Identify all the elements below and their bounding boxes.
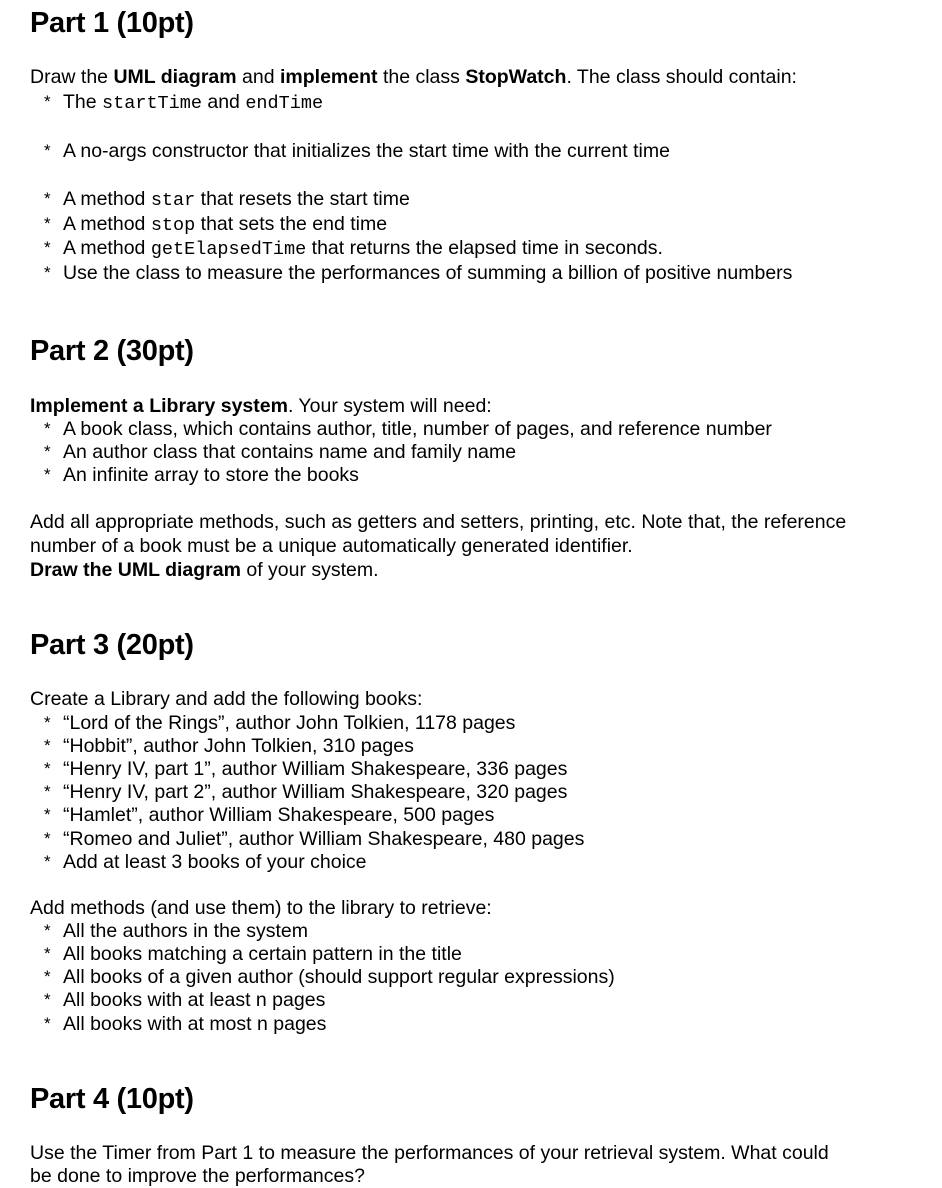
part1-bullet-2 (44, 139, 670, 163)
part3-book-3 (44, 757, 567, 781)
part3-method-3 (44, 965, 615, 989)
bullet-star: * (44, 263, 51, 282)
part3-book-2 (44, 734, 414, 758)
part3-method-2 (44, 942, 462, 966)
part2-p3-b: of your system. (240, 559, 379, 581)
part1-intro-c: and (236, 66, 280, 88)
part1-intro-d: implement (280, 66, 378, 88)
part3-book-4 (44, 780, 567, 804)
part1-bullet-4 (44, 212, 387, 238)
part1-bullet-6 (44, 261, 792, 285)
part2-bullet-text: An infinite array to store the books (63, 464, 359, 486)
part3-book-6 (44, 827, 584, 851)
bullet-star: * (44, 238, 51, 257)
bullet-star: * (44, 782, 51, 801)
part2-paragraph-line-2: number of a book must be a unique automatically generated identifier. (30, 535, 633, 557)
part2-p3-a: Draw the UML diagram (30, 559, 241, 581)
book-text: “Lord of the Rings”, author John Tolkien, 1178 pages (63, 712, 516, 734)
part2-intro (30, 394, 492, 418)
part1-b5-code: getElapsedTime (150, 239, 307, 260)
bullet-star: * (44, 141, 51, 160)
part1-intro (30, 65, 797, 89)
part2-intro-b: . Your system will need: (287, 395, 492, 417)
part2-bullet-text: An author class that contains name and family name (63, 441, 517, 463)
part1-intro-a: Draw the (30, 66, 114, 88)
part3-method-1 (44, 919, 308, 943)
part1-b6-text: Use the class to measure the performances of summing a billion of positive numbers (63, 262, 793, 284)
part2-bullet-2 (44, 440, 516, 464)
part1-b4-b: that sets the end time (195, 213, 388, 235)
part1-bullet-3 (44, 187, 410, 213)
part1-b4-a: A method (63, 213, 151, 235)
method-text: All books with at most n pages (63, 1013, 327, 1035)
part1-b1-b: and (201, 91, 246, 113)
part1-b1-code1: startTime (102, 93, 202, 114)
method-text: All the authors in the system (63, 920, 308, 942)
part1-heading: Part 1 (10pt) (30, 7, 194, 39)
part1-b3-b: that resets the start time (195, 188, 410, 210)
part3-book-7 (44, 850, 367, 874)
bullet-star: * (44, 189, 51, 208)
bullet-star: * (44, 829, 51, 848)
part1-bullet-1 (44, 90, 323, 116)
part3-methods-intro: Add methods (and use them) to the library to retrieve: (30, 897, 492, 919)
part1-b2-text: A no-args constructor that initializes the start time with the current time (63, 140, 670, 162)
part4-paragraph-line-1: Use the Timer from Part 1 to measure the performances of your retrieval system. What could (30, 1142, 829, 1164)
part1-b1-a: The (63, 91, 103, 113)
book-text: “Hobbit”, author John Tolkien, 310 pages (63, 735, 414, 757)
part2-heading: Part 2 (30pt) (30, 335, 194, 367)
part2-bullet-3 (44, 463, 359, 487)
part4-paragraph-line-2: be done to improve the performances? (30, 1165, 365, 1187)
part1-b4-code: stop (150, 215, 196, 236)
book-text: “Romeo and Juliet”, author William Shakespeare, 480 pages (63, 828, 585, 850)
part1-intro-b: UML diagram (113, 66, 237, 88)
book-text: “Hamlet”, author William Shakespeare, 500 pages (63, 804, 495, 826)
bullet-star: * (44, 944, 51, 963)
part4-heading: Part 4 (10pt) (30, 1083, 194, 1115)
part3-method-4 (44, 988, 325, 1012)
part1-b5-b: that returns the elapsed time in seconds. (306, 237, 663, 259)
bullet-star: * (44, 442, 51, 461)
part1-intro-g: . The class should contain: (566, 66, 797, 88)
bullet-star: * (44, 805, 51, 824)
part2-uml-line (30, 558, 379, 582)
part1-intro-e: the class (377, 66, 466, 88)
method-text: All books with at least n pages (63, 989, 326, 1011)
part3-method-5 (44, 1012, 326, 1036)
bullet-star: * (44, 1014, 51, 1033)
part2-bullet-1 (44, 417, 772, 441)
book-text: Add at least 3 books of your choice (63, 851, 367, 873)
part3-book-5 (44, 803, 494, 827)
bullet-star: * (44, 92, 51, 111)
part2-intro-a: Implement a Library system (30, 395, 288, 417)
part1-b5-a: A method (63, 237, 151, 259)
part1-b3-a: A method (63, 188, 151, 210)
bullet-star: * (44, 736, 51, 755)
part2-paragraph-line-1: Add all appropriate methods, such as getters and setters, printing, etc. Note that, the reference (30, 511, 847, 533)
part1-b3-code: star (150, 190, 196, 211)
bullet-star: * (44, 465, 51, 484)
bullet-star: * (44, 759, 51, 778)
bullet-star: * (44, 713, 51, 732)
part1-bullet-5 (44, 236, 663, 262)
part3-heading: Part 3 (20pt) (30, 629, 194, 661)
book-text: “Henry IV, part 1”, author William Shakespeare, 336 pages (63, 758, 568, 780)
method-text: All books matching a certain pattern in the title (63, 943, 462, 965)
bullet-star: * (44, 921, 51, 940)
bullet-star: * (44, 990, 51, 1009)
part2-bullet-text: A book class, which contains author, title, number of pages, and reference number (63, 418, 772, 440)
part3-book-1 (44, 711, 515, 735)
part3-intro: Create a Library and add the following books: (30, 688, 423, 710)
part1-intro-f: StopWatch (465, 66, 567, 88)
bullet-star: * (44, 852, 51, 871)
bullet-star: * (44, 214, 51, 233)
bullet-star: * (44, 419, 51, 438)
part1-b1-code2: endTime (245, 93, 324, 114)
bullet-star: * (44, 967, 51, 986)
method-text: All books of a given author (should support regular expressions) (63, 966, 615, 988)
book-text: “Henry IV, part 2”, author William Shakespeare, 320 pages (63, 781, 568, 803)
